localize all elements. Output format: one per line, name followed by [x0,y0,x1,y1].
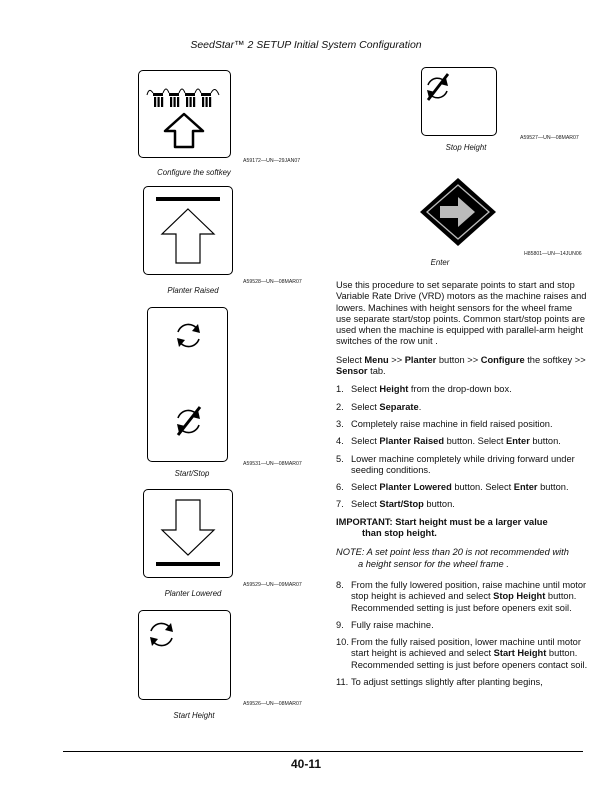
stop-height-figure-code: A59527—UN—08MAR07 [520,135,579,141]
list-item: 11. To adjust settings slightly after planting begins, [336,677,543,688]
list-item: 1. Select Height from the drop-down box. [336,384,512,395]
list-item: 4. Select Planter Raised button. Select Enter button. [336,436,561,447]
start-height-icon [139,611,230,699]
configure-figure-caption: Configure the softkey [157,168,231,177]
intro-paragraph: Use this procedure to set separate points to start and stop Variable Rate Drive (VRD) motors as the machine raises and lowers. Machines with height sensors for the wheel frame use separate start/stop points. Common start/stop points are used when the machine is equipped with parallel-arm height switches of the row unit . [336,280,587,347]
start-height-figure [138,610,231,700]
planter-raised-figure-code: A59528—UN—08MAR07 [243,279,302,285]
list-item: 5. Lower machine completely while driving forward under seeding conditions. [336,453,575,475]
start-stop-figure-caption: Start/Stop [174,469,210,478]
list-item: 8. From the fully lowered position, raise machine until motor stop height is achieved and select Stop Height button. Recommended setting is just before openers exit soil. [336,579,587,613]
start-stop-icon [148,308,227,461]
select-menu-line: Select Menu >> Planter button >> Configure the softkey >> Sensor tab. [336,354,586,377]
stop-height-figure [421,67,497,136]
list-item: 6. Select Planter Lowered button. Select Enter button. [336,482,569,493]
configure-softkey-icon [139,71,230,157]
start-height-figure-caption: Start Height [173,711,215,720]
enter-icon [418,176,498,248]
steps-list-continued [336,580,588,688]
list-item: 7. Select Start/Stop button. [336,499,455,510]
stop-height-figure-caption: Stop Height [445,143,487,152]
enter-figure-caption: Enter [430,258,450,267]
stop-height-icon [422,68,496,135]
start-stop-figure-code: A59531—UN—08MAR07 [243,461,302,467]
planter-lowered-icon [144,490,232,577]
important-notice: IMPORTANT: Start height must be a larger value than stop height. [336,516,548,539]
planter-raised-figure-caption: Planter Raised [167,286,219,295]
enter-figure-code: H85801—UN—14JUN06 [524,251,582,257]
procedure-text [336,280,588,694]
page-header: SeedStar™ 2 SETUP Initial System Configuration [190,39,422,51]
list-item: 2. Select Separate. [336,401,422,412]
list-item: 10. From the fully raised position, lower machine until motor start height is achieved and select Start Height button. Recommended setting is just before openers contact soil. [336,637,588,670]
planter-lowered-figure-code: A59529—UN—09MAR07 [243,582,302,588]
configure-softkey-figure [138,70,231,158]
steps-list [336,384,588,510]
page-number: 40-11 [290,757,322,771]
planter-lowered-figure-caption: Planter Lowered [164,589,222,598]
planter-raised-figure [143,186,233,275]
planter-raised-icon [144,187,232,274]
list-item: 3. Completely raise machine in field raised position. [336,418,553,429]
note-text: NOTE: A set point less than 20 is not recommended with a height sensor for the wheel frame . [336,547,569,569]
start-height-figure-code: A59526—UN—08MAR07 [243,701,302,707]
planter-lowered-figure [143,489,233,578]
footer-divider [63,751,583,752]
configure-figure-code: A59172—UN—29JAN07 [243,158,301,164]
start-stop-figure [147,307,228,462]
list-item: 9. Fully raise machine. [336,619,434,630]
